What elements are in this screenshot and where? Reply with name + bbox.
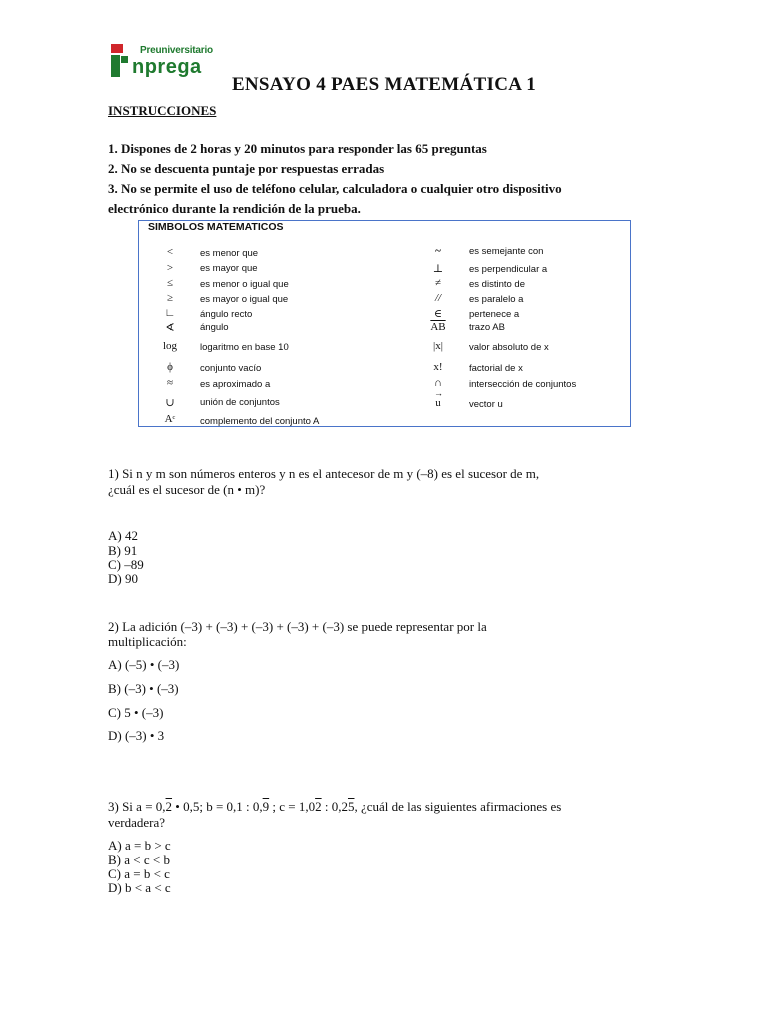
symbol: ≤ — [166, 277, 174, 289]
instructions-heading: INSTRUCCIONES — [108, 103, 217, 118]
repeating-digit: 2 — [315, 799, 322, 814]
symbol: $\overline{AB}$ — [430, 321, 446, 333]
symbol: ∈ — [433, 308, 443, 320]
repeating-digit: 2 — [165, 799, 173, 814]
symbol: ≥ — [166, 292, 174, 304]
symbol: ∩ — [434, 377, 442, 389]
option-a[interactable]: A) a = b > c — [108, 838, 171, 853]
instruction-3-cont: electrónico durante la rendición de la prueba. — [108, 201, 361, 216]
symbol: ∪ — [165, 397, 175, 409]
symbol: |x| — [433, 340, 443, 352]
logo-mark-icon — [110, 44, 130, 78]
question-text: 2) La adición (–3) + (–3) + (–3) + (–3) + (–3) se puede representar por la — [108, 619, 487, 634]
symbol-desc: es menor que — [200, 248, 259, 259]
symbol: > — [166, 262, 174, 274]
arrow-icon: → — [434, 388, 443, 398]
symbol: < — [166, 246, 174, 258]
symbol: ≠ — [434, 277, 442, 289]
question-text: 1) Si n y m son números enteros y n es el antecesor de m y (–8) es el sucesor de m, — [108, 466, 540, 481]
instruction-1: 1. Dispones de 2 horas y 20 minutos para responder las 65 preguntas — [108, 141, 487, 156]
symbol: x! — [433, 361, 443, 373]
question-text-cont: ¿cuál es el sucesor de (n • m)? — [108, 482, 266, 497]
symbol-desc: es distinto de — [469, 279, 525, 290]
option-c[interactable]: C) –89 — [108, 557, 144, 572]
question-text-cont: verdadera? — [108, 815, 166, 830]
symbol-desc: intersección de conjuntos — [469, 379, 577, 390]
symbol-desc: es mayor o igual que — [200, 294, 289, 305]
symbol: ∟ — [164, 307, 176, 319]
option-d[interactable]: D) (–3) • 3 — [108, 728, 165, 743]
symbol: ∢ — [165, 322, 175, 334]
instruction-3: 3. No se permite el uso de teléfono celular, calculadora o cualquier otro dispositivo — [108, 181, 562, 196]
logo-brand-text: nprega — [132, 56, 202, 78]
option-c[interactable]: C) a = b < c — [108, 866, 170, 881]
symbol-desc: es semejante con — [469, 246, 544, 257]
symbol: Aᶜ — [164, 413, 176, 425]
symbol-desc: pertenece a — [469, 309, 520, 320]
question-text: 3) Si a = 0,2 • 0,5; b = 0,1 : 0,9 ; c = 1,02 : 0,25, ¿cuál de las siguientes afirmaciones es — [108, 799, 562, 814]
symbol-desc: factorial de x — [469, 363, 523, 374]
symbol-desc: vector u — [469, 399, 503, 410]
option-d[interactable]: D) b < a < c — [108, 880, 171, 895]
option-b[interactable]: B) (–3) • (–3) — [108, 681, 179, 696]
option-c[interactable]: C) 5 • (–3) — [108, 705, 164, 720]
symbol-desc: es aproximado a — [200, 379, 271, 390]
option-d[interactable]: D) 90 — [108, 571, 138, 586]
symbol: ~ — [435, 245, 441, 257]
repeating-digit: 9 — [262, 799, 270, 814]
option-b[interactable]: B) a < c < b — [108, 852, 170, 867]
symbol: // — [434, 292, 442, 304]
symbol-desc: es menor o igual que — [200, 279, 289, 290]
logo-small-text: Preuniversitario — [140, 45, 213, 56]
option-b[interactable]: B) 91 — [108, 543, 138, 558]
option-a[interactable]: A) 42 — [108, 528, 138, 543]
symbol: ≈ — [166, 377, 174, 389]
symbol-desc: es perpendicular a — [469, 264, 548, 275]
instruction-2: 2. No se descuenta puntaje por respuestas erradas — [108, 161, 385, 176]
symbol: log — [162, 340, 178, 352]
symbol-desc: unión de conjuntos — [200, 397, 280, 408]
repeating-digit: 5 — [347, 799, 355, 814]
option-a[interactable]: A) (–5) • (–3) — [108, 657, 180, 672]
symbol: ϕ — [167, 361, 173, 373]
symbol-desc: logaritmo en base 10 — [200, 342, 289, 353]
symbol-desc: es paralelo a — [469, 294, 524, 305]
symbol-desc: complemento del conjunto A — [200, 416, 320, 427]
question-text-cont: multiplicación: — [108, 634, 187, 649]
symbol-desc: ángulo recto — [200, 309, 253, 320]
symbol-desc: ángulo — [200, 322, 229, 333]
symbols-title: SIMBOLOS MATEMATICOS — [148, 221, 284, 233]
symbol-desc: trazo AB — [469, 322, 505, 333]
symbol: → u — [434, 388, 443, 409]
symbol-desc: es mayor que — [200, 263, 258, 274]
symbol: ⊥ — [432, 263, 444, 275]
symbol-desc: valor absoluto de x — [469, 342, 549, 353]
page-title: ENSAYO 4 PAES MATEMÁTICA 1 — [231, 74, 537, 95]
symbol-desc: conjunto vacío — [200, 363, 262, 374]
